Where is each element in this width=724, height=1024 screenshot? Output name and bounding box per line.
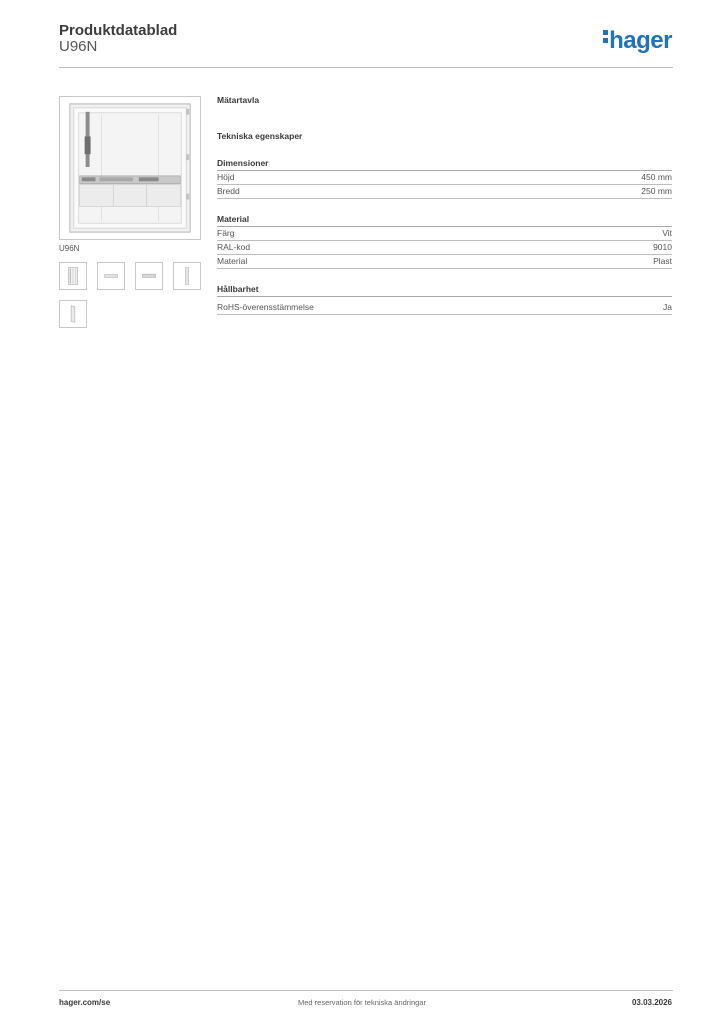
footer-divider [59, 990, 673, 991]
group-title: Dimensioner [217, 158, 672, 171]
spec-row [217, 255, 672, 269]
spec-row [217, 171, 672, 185]
thumbnail-top-icon [98, 263, 124, 289]
spec-panel [217, 95, 672, 315]
thumbnail-front-icon [60, 263, 86, 289]
footer-disclaimer: Med reservation för tekniska ändringar [298, 998, 426, 1007]
logo-text: hager [609, 27, 672, 54]
spec-label: Färg [217, 228, 235, 238]
footer-website-link[interactable]: hager.com/se [59, 998, 111, 1007]
spec-group-material [217, 214, 672, 269]
group-title: Hållbarhet [217, 284, 672, 297]
spec-value: 9010 [653, 242, 672, 252]
hager-logo [603, 27, 672, 55]
spec-row [217, 185, 672, 199]
spec-value: Ja [663, 302, 672, 312]
footer-date: 03.03.2026 [631, 998, 672, 1007]
spec-row [217, 227, 672, 241]
group-title: Material [217, 214, 672, 227]
spec-label: Höjd [217, 172, 235, 182]
thumbnail-front[interactable] [59, 262, 87, 290]
product-image[interactable] [59, 96, 201, 240]
thumbnail-angle-icon [60, 301, 86, 327]
spec-group-sustainability [217, 284, 672, 315]
thumbnail-top[interactable] [97, 262, 125, 290]
thumbnail-angle[interactable] [59, 300, 87, 328]
section-title: Tekniska egenskaper [217, 131, 303, 141]
spec-label: Material [217, 256, 248, 266]
meter-board-illustration [60, 97, 200, 239]
spec-value: Plast [653, 256, 672, 266]
thumbnail-side-icon [174, 263, 200, 289]
logo-dots-icon [603, 27, 609, 46]
product-type: Mätartavla [217, 95, 260, 105]
image-caption: U96N [59, 244, 80, 253]
spec-label: Bredd [217, 186, 240, 196]
spec-label: RoHS-överensstämmelse [217, 302, 314, 312]
spec-value: 450 mm [641, 172, 672, 182]
thumbnail-side[interactable] [173, 262, 201, 290]
spec-value: 250 mm [641, 186, 672, 196]
thumbnail-bottom[interactable] [135, 262, 163, 290]
spec-row [217, 241, 672, 255]
spec-label: RAL-kod [217, 242, 251, 252]
spec-group-dimensions [217, 158, 672, 199]
header-divider [59, 67, 673, 68]
spec-row [217, 301, 672, 315]
page-title: Produktdatablad [59, 22, 178, 39]
product-code: U96N [59, 38, 98, 55]
thumbnail-bottom-icon [136, 263, 162, 289]
spec-value: Vit [662, 228, 672, 238]
